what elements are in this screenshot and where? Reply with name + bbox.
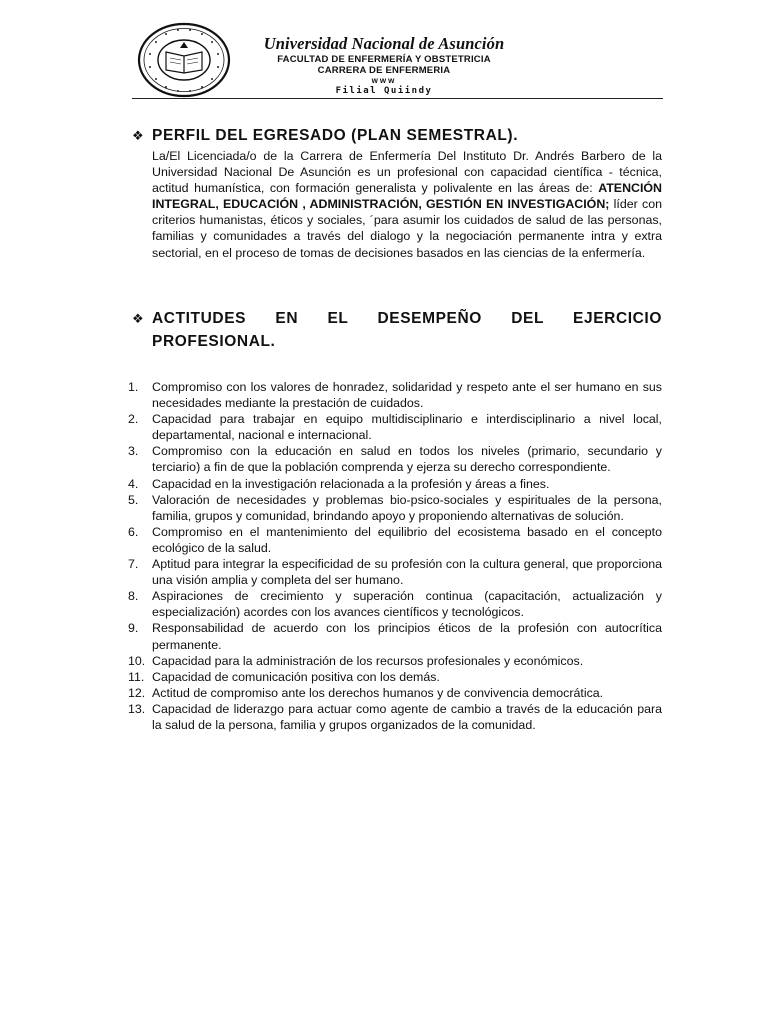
list-item — [128, 411, 662, 443]
section-heading-text-line1: ACTITUDES EN EL DESEMPEÑO DEL EJERCICIO — [152, 310, 662, 327]
list-item-text: Capacidad en la investigación relacionada a la profesión y áreas a fines. — [152, 476, 550, 491]
list-item — [128, 556, 662, 588]
list-item-text: Actitud de compromiso ante los derechos humanos y de convivencia democrática. — [152, 685, 604, 700]
list-item-text: Aptitud para integrar la especificidad de su profesión con la cultura general, que proporciona una visión amplia y completa del ser humano. — [152, 557, 662, 588]
list-item-text: Capacidad para la administración de los recursos profesionales y económicos. — [152, 653, 584, 668]
list-item — [128, 379, 662, 411]
list-item-text: Capacidad de comunicación positiva con los demás. — [152, 669, 440, 684]
list-item-number: 12. — [128, 685, 146, 700]
list-item — [128, 620, 662, 652]
university-name: Universidad Nacional de Asunción — [263, 34, 505, 53]
list-item-number: 7. — [128, 557, 139, 572]
list-item-number: 3. — [128, 444, 139, 459]
list-item-text: Compromiso con la educación en salud en todos los niveles (primario, secundario y terciario) a fin de que la población comprenda y ejerza su derecho correspondiente. — [152, 444, 662, 475]
list-item-text: Capacidad de liderazgo para actuar como agente de cambio a través de la educación para la salud de la persona, familia y grupos organizados de la comunidad. — [152, 701, 662, 732]
header-divider — [132, 98, 663, 99]
section-heading-profile — [132, 127, 662, 145]
list-item-number: 6. — [128, 524, 139, 539]
list-item-number: 8. — [128, 589, 139, 604]
profile-areas-bold: ATENCIÓN INTEGRAL, EDUCACIÓN , ADMINISTRACIÓN, GESTIÓN EN INVESTIGACIÓN; — [152, 181, 662, 212]
list-item — [128, 701, 662, 733]
list-item — [128, 653, 662, 669]
list-item — [128, 443, 662, 475]
list-item-number: 13. — [128, 701, 146, 716]
profile-paragraph — [152, 148, 662, 261]
list-item-text: Responsabilidad de acuerdo con los principios éticos de la profesión con autocrítica permanente. — [152, 621, 662, 652]
list-item-number: 9. — [128, 621, 139, 636]
list-item-text: Compromiso en el mantenimiento del equilibrio del ecosistema basado en el concepto ecológico de la salud. — [152, 524, 662, 555]
faculty-name: FACULTAD DE ENFERMERÍA Y OBSTETRICIA — [277, 54, 491, 65]
list-item — [128, 524, 662, 556]
list-item — [128, 685, 662, 701]
list-item-number: 11. — [128, 669, 145, 684]
list-item-number: 1. — [128, 380, 139, 394]
diamond-bullet-icon: ❖ — [132, 311, 145, 326]
list-item-number: 10. — [128, 653, 146, 668]
branch-name: Filial Quiindy — [335, 86, 433, 96]
attitudes-list — [128, 379, 662, 733]
list-item-text: Aspiraciones de crecimiento y superación continua (capacitación, actualización y especialización) acordes con los avances científicos y tecnológicos. — [152, 589, 662, 620]
section-heading-text-line2: PROFESIONAL. — [152, 333, 276, 350]
list-item-number: 4. — [128, 476, 139, 491]
list-item-text: Compromiso con los valores de honradez, solidaridad y respeto ante el ser humano en sus necesidades mediante la prestación de cuidados. — [152, 380, 662, 411]
career-name: CARRERA DE ENFERMERIA — [317, 65, 451, 76]
profile-text-start: La/El Licenciada/o de la Carrera de Enfermería Del Instituto Dr. Andrés Barbero de la Universidad Nacional De Asunción es un profesional con capacidad científica - técnica, actitud humanística, con formación generalista y polivalente en las áreas de: — [152, 149, 662, 196]
list-item — [128, 669, 662, 685]
section-heading-attitudes — [132, 307, 662, 353]
www-label: www — [371, 76, 397, 85]
profile-text-end: líder con criterios humanistas, éticos y sociales, ´para asumir los cuidados de salud de las personas, familias y comunidades a través del dialogo y la negociación permanente intra y extra sectorial, en el proceso de tomas de decisiones basados en las ciencias de la enfermería. — [152, 197, 663, 260]
list-item-number: 5. — [128, 492, 139, 507]
list-item — [128, 492, 662, 524]
list-item-text: Valoración de necesidades y problemas bio-psico-sociales y espirituales de la persona, familia, grupos y comunidad, brindando apoyo y proponiendo alternativas de solución. — [152, 492, 662, 523]
list-item-text: Capacidad para trabajar en equipo multidisciplinario e interdisciplinario a nivel local, departamental, nacional e internacional. — [152, 412, 662, 443]
list-item — [128, 476, 662, 492]
list-item-number: 2. — [128, 412, 139, 427]
section-heading-text: PERFIL DEL EGRESADO (PLAN SEMESTRAL). — [152, 127, 519, 144]
university-seal-logo — [136, 22, 232, 98]
list-item — [128, 588, 662, 620]
diamond-bullet-icon: ❖ — [132, 128, 145, 143]
